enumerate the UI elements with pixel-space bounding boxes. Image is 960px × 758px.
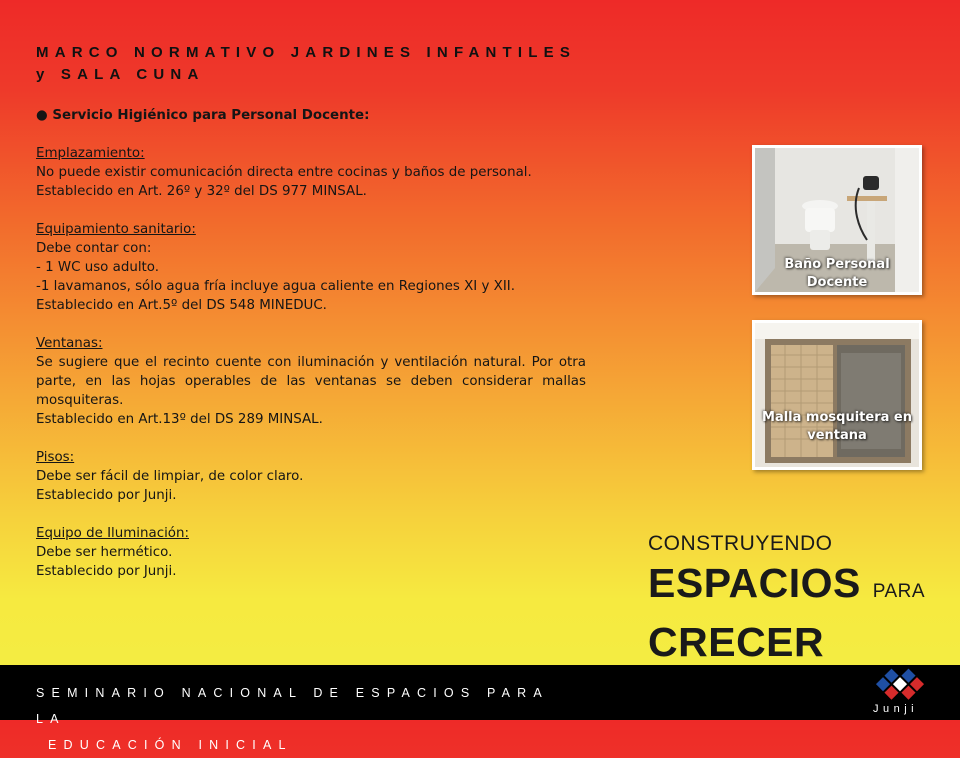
section-text: -1 lavamanos, sólo agua fría incluye agua caliente en Regiones XI y XII. [36,279,515,294]
window-image [755,323,919,467]
content-body [36,106,586,600]
brand-tagline [648,530,948,667]
section-heading: Emplazamiento: [36,146,145,161]
section-text: Se sugiere que el recinto cuente con iluminación y ventilación natural. Por otra parte, en las hojas operables de las ventanas se deben considerar mallas mosquiteras. [36,355,586,408]
section-bullet-title: ● Servicio Higiénico para Personal Docente: [36,108,370,123]
section-text: Establecido en Art.5º del DS 548 MINEDUC. [36,298,327,313]
tagline-para: PARA [872,581,926,602]
section-pisos [36,448,586,505]
logo-label: Junji [873,703,919,715]
photo-caption: Baño Personal Docente [784,257,890,290]
section-heading: Pisos: [36,450,75,465]
section-text: Debe ser fácil de limpiar, de color claro. [36,469,304,484]
section-text: Debe ser hermético. [36,545,173,560]
section-text: Establecido en Art.13º del DS 289 MINSAL. [36,412,323,427]
tagline-line-2 [648,558,948,617]
bathroom-photo [752,145,922,295]
section-text: - 1 WC uso adulto. [36,260,160,275]
tagline-line-1: CONSTRUYENDO [648,532,833,555]
footer-line-2: EDUCACIÓN INICIAL [48,738,293,752]
section-heading: Ventanas: [36,336,103,351]
section-ventanas [36,334,586,429]
photo-caption: Malla mosquitera en ventana [762,410,912,443]
footer-text [36,680,566,758]
section-text: No puede existir comunicación directa entre cocinas y baños de personal. [36,165,532,180]
section-text: Establecido en Art. 26º y 32º del DS 977 MINSAL. [36,184,367,199]
section-text: Establecido por Junji. [36,488,177,503]
junji-logo-icon [876,668,924,706]
window-mesh-photo [752,320,922,470]
section-equipamiento [36,220,586,315]
tagline-line-3: CRECER [648,619,825,665]
tagline-espacios: ESPACIOS [648,560,861,606]
footer-bar [0,665,960,752]
section-heading: Equipamiento sanitario: [36,222,196,237]
footer-line-1: SEMINARIO NACIONAL DE ESPACIOS PARA LA [36,686,549,726]
section-iluminacion [36,524,586,581]
section-heading: Equipo de Iluminación: [36,526,189,541]
section-text: Debe contar con: [36,241,152,256]
slide-title: MARCO NORMATIVO JARDINES INFANTILES y SALA CUNA [36,44,577,83]
section-text: Establecido por Junji. [36,564,177,579]
section-emplazamiento [36,144,586,201]
